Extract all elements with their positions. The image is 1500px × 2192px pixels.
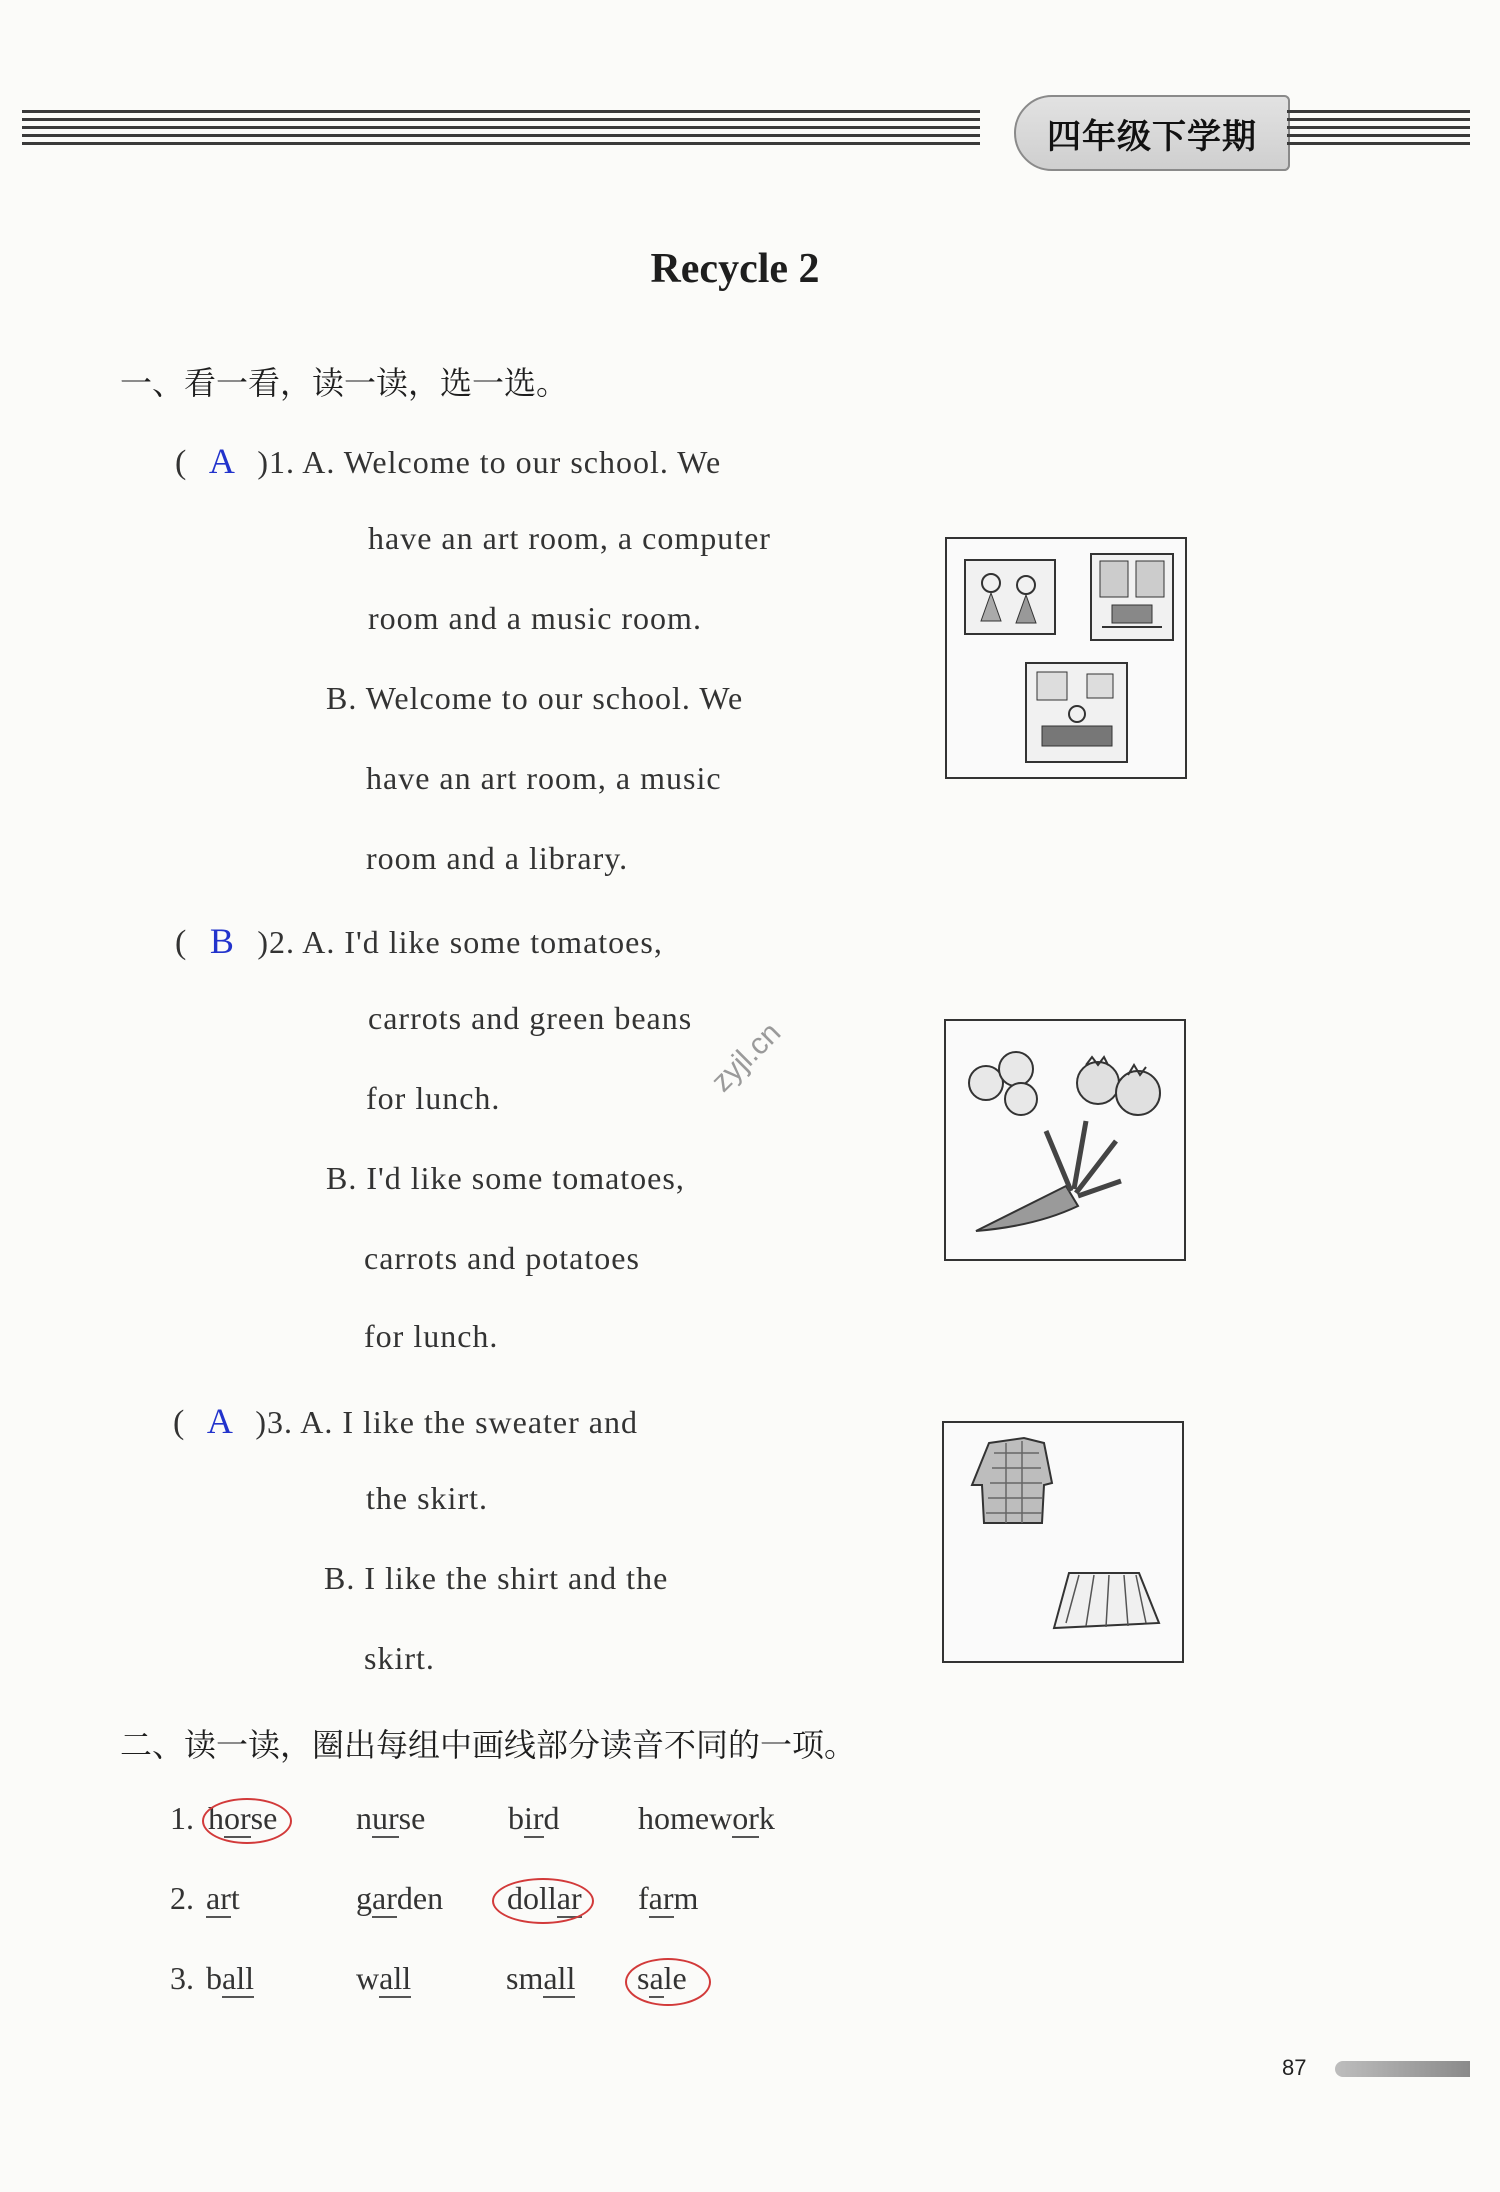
q1-line-5: have an art room, a music: [366, 760, 722, 796]
row-1-word-1: horse: [208, 1800, 278, 1836]
row-3-word-4: sale: [637, 1960, 687, 1996]
section2-heading: 二、读一读，圈出每组中画线部分读音不同的一项。: [120, 1726, 857, 1764]
vegetables-drawing: [946, 1021, 1184, 1259]
q3-line-4: skirt.: [364, 1640, 435, 1676]
row-3-word-1: ball: [206, 1960, 254, 1996]
row-1-word-3: bird: [508, 1800, 560, 1836]
question-3-header: ( A )3. A. I like the sweater and: [173, 1401, 638, 1441]
q2-line-5: carrots and potatoes: [364, 1240, 640, 1276]
page-number: 87: [1282, 2055, 1307, 2080]
answer-3: A: [206, 1401, 234, 1441]
q2-line-4: B. I'd like some tomatoes,: [326, 1160, 685, 1196]
clothes-picture: [942, 1421, 1184, 1663]
row-2-word-2: garden: [356, 1880, 444, 1916]
answer-circle-row-1: [202, 1798, 292, 1844]
school-rooms-picture: [945, 537, 1187, 779]
art-room-image: [964, 559, 1056, 635]
q2-line-1: A. I'd like some tomatoes,: [302, 924, 663, 960]
q1-line-3: room and a music room.: [368, 600, 702, 636]
row-2-word-1: art: [206, 1880, 240, 1916]
answer-2: B: [209, 921, 235, 961]
q2-line-2: carrots and green beans: [368, 1000, 693, 1036]
section1-heading: 一、看一看，读一读，选一选。: [120, 364, 569, 402]
q3-line-2: the skirt.: [366, 1480, 488, 1516]
q3-line-3: B. I like the shirt and the: [324, 1560, 669, 1596]
grade-label: 四年级下学期: [1014, 95, 1290, 171]
question-1-header: ( A )1. A. Welcome to our school. We: [175, 441, 722, 481]
answer-1: A: [208, 441, 236, 481]
vegetables-picture: [944, 1019, 1186, 1261]
header-rules-right: [1287, 110, 1470, 154]
row-1-word-2: nurse: [356, 1800, 426, 1836]
page-title: Recycle 2: [650, 246, 820, 292]
row-1-word-4: homework: [638, 1800, 775, 1836]
question-2-header: ( B )2. A. I'd like some tomatoes,: [175, 921, 663, 961]
row-1-number: 1.: [170, 1800, 194, 1836]
q1-line-6: room and a library.: [366, 840, 629, 876]
row-2-number: 2.: [170, 1880, 194, 1916]
answer-circle-row-2: [492, 1878, 594, 1924]
row-3-number: 3.: [170, 1960, 194, 1996]
header-rules-left: [22, 110, 980, 154]
watermark: zyjl.cn: [705, 1016, 788, 1099]
q1-line-1: A. Welcome to our school. We: [302, 444, 722, 480]
computer-room-image: [1090, 553, 1174, 641]
row-2-word-3: dollar: [507, 1880, 582, 1916]
q2-line-3: for lunch.: [366, 1080, 501, 1116]
row-2-word-4: farm: [638, 1880, 699, 1916]
q1-line-4: B. Welcome to our school. We: [326, 680, 744, 716]
answer-circle-row-3: [625, 1958, 711, 2006]
q2-line-6: for lunch.: [364, 1318, 499, 1354]
page-number-bar: [1335, 2061, 1470, 2077]
q3-line-1: A. I like the sweater and: [300, 1404, 638, 1440]
music-room-image: [1025, 662, 1128, 763]
row-3-word-3: small: [506, 1960, 576, 1996]
row-3-word-2: wall: [356, 1960, 412, 1996]
clothes-drawing: [944, 1423, 1182, 1661]
q1-line-2: have an art room, a computer: [368, 520, 771, 556]
